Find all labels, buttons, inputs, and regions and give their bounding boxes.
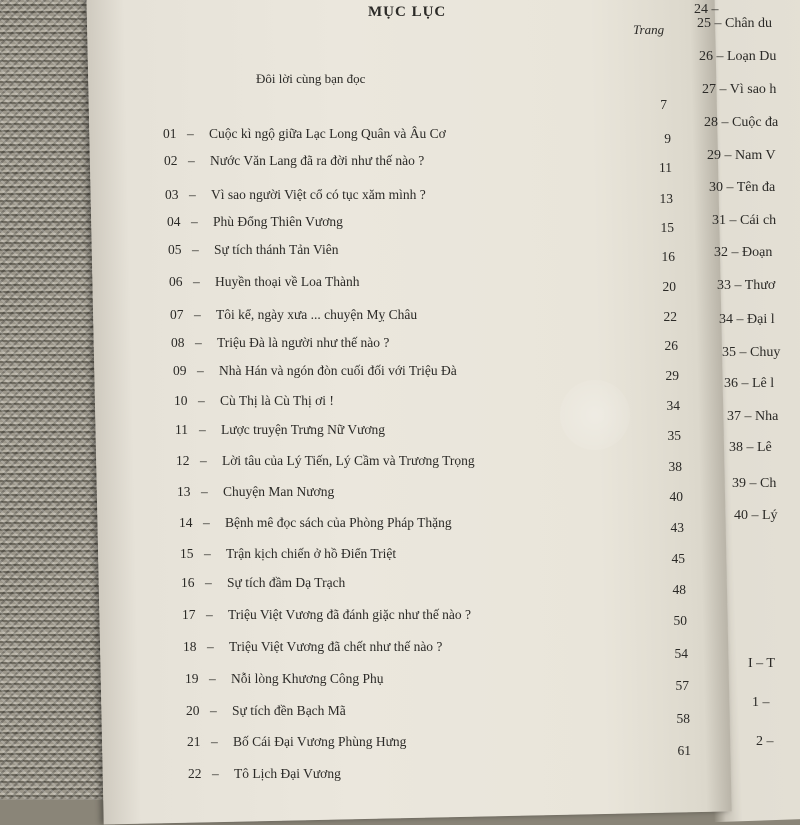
entry-page-number: 54: [674, 646, 688, 661]
entry-number: 19: [185, 671, 199, 686]
facing-entry-number: I: [748, 656, 753, 671]
facing-entry-dash: –: [763, 734, 774, 749]
entry-dash: –: [198, 393, 205, 408]
entry-dash: –: [192, 242, 199, 257]
facing-entry-dash: –: [716, 82, 730, 97]
facing-entry-text: Ch: [760, 476, 777, 491]
facing-page-entry: [748, 656, 775, 672]
facing-entry-text: Đại l: [747, 312, 775, 327]
toc-entry: [187, 734, 406, 750]
intro-line: Đôi lời cùng bạn đọc: [256, 71, 366, 86]
entry-number: 14: [179, 515, 193, 530]
facing-entry-number: 28: [704, 115, 718, 130]
toc-entry: [168, 242, 339, 258]
facing-entry-number: 27: [702, 82, 716, 97]
facing-page-entry: [702, 82, 776, 98]
entry-title: Trận kịch chiến ở hồ Điển Triệt: [226, 546, 397, 561]
entry-page-number: 26: [664, 338, 678, 353]
entry-dash: –: [199, 422, 206, 437]
entry-dash: –: [211, 734, 218, 749]
facing-entry-number: 2: [756, 734, 763, 749]
entry-page-number: 11: [659, 160, 672, 175]
entry-number: 21: [187, 734, 201, 749]
toc-entry: [183, 639, 442, 655]
entry-page-number: 38: [668, 459, 682, 474]
entry-dash: –: [210, 703, 217, 718]
entry-number: 02: [164, 153, 178, 168]
facing-entry-number: 1: [752, 695, 759, 710]
facing-entry-text: Lê: [757, 440, 772, 455]
facing-page-entry: [719, 312, 775, 328]
page-column-label: Trang: [633, 22, 665, 37]
entry-number: 11: [175, 422, 188, 437]
entry-dash: –: [194, 307, 201, 322]
entry-number: 13: [177, 484, 191, 499]
book-page: [86, 0, 731, 824]
facing-page-entry: [732, 476, 776, 492]
entry-title: Nhà Hán và ngón đòn cuối đối với Triệu Đà: [219, 363, 457, 378]
entry-page-number: 9: [664, 131, 671, 146]
entry-page-number: 45: [671, 551, 685, 566]
facing-entry-dash: –: [723, 180, 737, 195]
entry-page-number: 20: [662, 279, 676, 294]
facing-entry-number: 37: [727, 409, 741, 424]
toc-entry: [176, 453, 475, 469]
entry-title: Lược truyện Trưng Nữ Vương: [221, 422, 386, 437]
facing-entry-number: 24: [694, 2, 708, 17]
entry-title: Chuyện Man Nương: [223, 484, 335, 499]
toc-entry: [186, 703, 346, 719]
toc-entry: [170, 307, 417, 323]
facing-entry-text: Chân du: [725, 16, 773, 31]
entry-dash: –: [203, 515, 210, 530]
entry-title: Bố Cái Đại Vương Phùng Hưng: [233, 734, 407, 749]
toc-entry: [163, 126, 446, 142]
entry-number: 10: [174, 393, 188, 408]
facing-entry-text: Cuộc đa: [732, 115, 779, 130]
entry-dash: –: [188, 153, 195, 168]
facing-entry-dash: –: [759, 695, 770, 710]
toc-entry: [171, 335, 389, 351]
entry-number: 16: [181, 575, 195, 590]
entry-number: 05: [168, 242, 182, 257]
facing-entry-dash: –: [746, 476, 760, 491]
entry-title: Sự tích đền Bạch Mã: [232, 703, 346, 718]
toc-entry: [185, 671, 383, 687]
facing-entry-dash: –: [752, 656, 767, 671]
entry-page-number: 57: [675, 678, 689, 693]
entry-dash: –: [201, 484, 208, 499]
entry-page-number: 15: [660, 220, 674, 235]
entry-number: 18: [183, 639, 197, 654]
entry-title: Nỗi lòng Khương Công Phụ: [231, 671, 384, 686]
entry-title: Cuộc kì ngộ giữa Lạc Long Quân và Âu Cơ: [209, 126, 446, 141]
facing-entry-dash: –: [726, 213, 740, 228]
entry-dash: –: [191, 214, 198, 229]
paper-stain: [560, 380, 630, 450]
facing-entry-number: 30: [709, 180, 723, 195]
entry-title: Sự tích đầm Dạ Trạch: [227, 575, 346, 590]
facing-entry-text: Thươ: [744, 278, 776, 293]
entry-page-number: 34: [666, 398, 680, 413]
facing-entry-number: 32: [714, 245, 728, 260]
toc-entry: [174, 393, 334, 409]
facing-entry-dash: –: [728, 245, 742, 260]
entry-number: 17: [182, 607, 196, 622]
entry-page-number: 61: [677, 743, 691, 758]
facing-entry-text: Chuy: [750, 345, 781, 360]
toc-entry: [182, 607, 471, 623]
facing-entry-number: 31: [712, 213, 726, 228]
facing-page-entry: [704, 115, 778, 131]
facing-page-entry: [709, 180, 775, 196]
entry-title: Phù Đổng Thiên Vương: [213, 214, 343, 229]
entry-number: 04: [167, 214, 181, 229]
entry-title: Nước Văn Lang đã ra đời như thế nào ?: [210, 153, 425, 168]
toc-entry: [181, 575, 345, 591]
facing-entry-text: Tên đa: [736, 180, 776, 195]
entry-number: 08: [171, 335, 185, 350]
entry-dash: –: [212, 766, 219, 781]
entry-title: Lời tâu của Lý Tiến, Lý Cầm và Trương Trọng: [222, 453, 475, 468]
facing-entry-dash: –: [731, 278, 745, 293]
toc-entry: [177, 484, 334, 500]
entry-title: Triệu Đà là người như thế nào ?: [217, 335, 390, 350]
entry-number: 09: [173, 363, 187, 378]
facing-page-entry: [727, 409, 778, 425]
entry-title: Sự tích thánh Tản Viên: [214, 242, 339, 257]
entry-number: 03: [165, 187, 179, 202]
facing-page-entry: [729, 440, 772, 456]
facing-entry-number: 25: [697, 16, 711, 31]
entry-page-number: 43: [670, 520, 684, 535]
facing-entry-number: 36: [724, 376, 738, 391]
toc-entry: [179, 515, 452, 531]
facing-entry-text: Vì sao h: [729, 82, 777, 97]
entry-dash: –: [187, 126, 194, 141]
entry-page-number: 29: [665, 368, 679, 383]
facing-entry-text: Cái ch: [740, 213, 777, 228]
facing-entry-number: 26: [699, 49, 713, 64]
entry-dash: –: [197, 363, 204, 378]
facing-entry-dash: –: [711, 16, 725, 31]
entry-title: Bệnh mê đọc sách của Phòng Pháp Thặng: [225, 515, 452, 530]
entry-dash: –: [206, 607, 213, 622]
entry-title: Huyền thoại về Loa Thành: [215, 274, 360, 289]
entry-number: 20: [186, 703, 200, 718]
facing-entry-text: T: [766, 656, 775, 671]
facing-page-entry: [697, 16, 772, 32]
toc-entry: [188, 766, 341, 782]
facing-page-entry: [722, 345, 780, 361]
entry-page-number: 48: [672, 582, 686, 597]
facing-page-entry: [724, 376, 774, 392]
facing-entry-text: Loạn Du: [727, 49, 777, 64]
facing-entry-dash: –: [743, 440, 757, 455]
facing-entry-dash: –: [733, 312, 747, 327]
toc-entry: [164, 153, 424, 169]
entry-dash: –: [205, 575, 212, 590]
entry-title: Tô Lịch Đại Vương: [234, 766, 341, 781]
toc-entry: [175, 422, 385, 438]
entry-title: Triệu Việt Vương đã đánh giặc như thế nào ?: [228, 607, 472, 622]
facing-page-entry: [707, 148, 776, 164]
facing-entry-dash: –: [713, 49, 727, 64]
facing-entry-number: 29: [707, 148, 721, 163]
facing-entry-dash: –: [708, 2, 719, 17]
facing-entry-number: 40: [734, 508, 748, 523]
facing-page-entry: [714, 245, 772, 261]
entry-page-number: 16: [661, 249, 675, 264]
facing-page-entry: [734, 508, 778, 524]
facing-entry-dash: –: [748, 508, 762, 523]
entry-number: 07: [170, 307, 184, 322]
facing-entry-number: 34: [719, 312, 733, 327]
entry-page-number: 13: [659, 191, 673, 206]
entry-number: 01: [163, 126, 177, 141]
entry-page-number: 35: [667, 428, 681, 443]
facing-entry-number: 38: [729, 440, 743, 455]
facing-entry-text: Đoạn: [742, 245, 773, 260]
facing-entry-text: Nam V: [735, 148, 776, 163]
facing-entry-number: 39: [732, 476, 746, 491]
entry-dash: –: [195, 335, 202, 350]
entry-title: Cù Thị là Cù Thị ơi !: [220, 393, 334, 408]
facing-page-entry: [717, 278, 775, 294]
entry-number: 06: [169, 274, 183, 289]
entry-dash: –: [193, 274, 200, 289]
facing-entry-dash: –: [718, 115, 732, 130]
facing-page-entry: [712, 213, 776, 229]
facing-page-entry: [699, 49, 776, 65]
facing-page-entry: [752, 695, 770, 711]
entry-page-number: 40: [669, 489, 683, 504]
facing-entry-number: 35: [722, 345, 736, 360]
entry-title: Triệu Việt Vương đã chết như thế nào ?: [229, 639, 443, 654]
toc-entry: [169, 274, 359, 290]
facing-page-entry: [756, 734, 774, 750]
entry-dash: –: [204, 546, 211, 561]
entry-page-number: 58: [676, 711, 690, 726]
entry-dash: –: [207, 639, 214, 654]
facing-entry-dash: –: [721, 148, 735, 163]
facing-entry-dash: –: [738, 376, 752, 391]
toc-entry: [165, 187, 426, 203]
entry-number: 12: [176, 453, 190, 468]
facing-entry-text: Lê l: [752, 376, 775, 391]
entry-title: Vì sao người Việt cổ có tục xăm mình ?: [211, 187, 426, 202]
toc-entry: [167, 214, 343, 230]
entry-dash: –: [200, 453, 207, 468]
facing-entry-dash: –: [741, 409, 755, 424]
entry-page-number: 50: [673, 613, 687, 628]
page-title: MỤC LỤC: [368, 4, 447, 20]
entry-page-number: 22: [663, 309, 677, 324]
facing-entry-dash: –: [736, 345, 750, 360]
entry-number: 22: [188, 766, 202, 781]
facing-entry-text: Lý: [762, 508, 778, 523]
entry-dash: –: [189, 187, 196, 202]
intro-page-number: 7: [660, 97, 667, 112]
facing-entry-number: 33: [717, 278, 731, 293]
facing-entry-text: Nha: [755, 409, 779, 424]
entry-dash: –: [209, 671, 216, 686]
entry-title: Tôi kể, ngày xưa ... chuyện Mỵ Châu: [216, 307, 418, 322]
toc-entry: [180, 546, 396, 562]
toc-entry: [173, 363, 457, 379]
entry-number: 15: [180, 546, 194, 561]
